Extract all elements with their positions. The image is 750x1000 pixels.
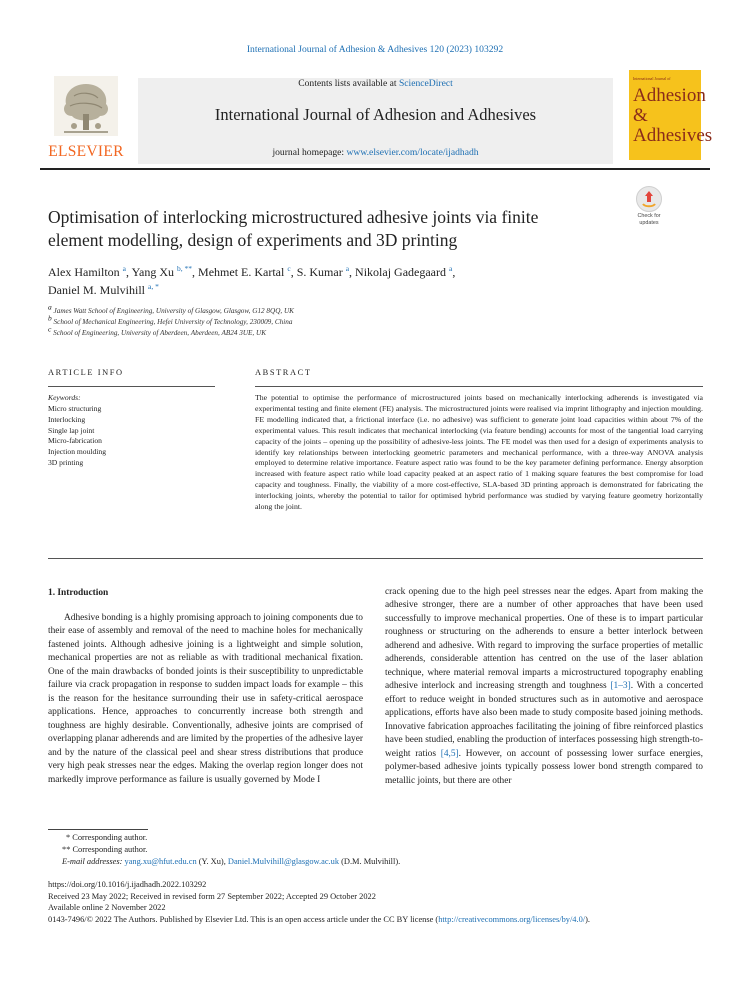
citation-link[interactable]: [4,5] xyxy=(440,748,459,759)
check-line1: Check for xyxy=(637,213,661,219)
article-title xyxy=(48,206,608,252)
keyword: Injection moulding xyxy=(48,447,106,457)
author-1[interactable]: Alex Hamilton $^a$ xyxy=(48,264,126,279)
author-list: Alex Hamilton $^a$, Yang Xu $^{b, **}$, Mehmet E. Kartal $^c$, S. Kumar $^a$, Nikolaj Gadegaard $^a$, Daniel M. Mulvihill $^{a, *}$ xyxy=(48,264,456,297)
email-link-mulvihill[interactable]: Daniel.Mulvihill@glasgow.ac.uk xyxy=(227,857,340,866)
received-dates: Received 23 May 2022; Received in revised form 27 September 2022; Accepted 29 October 2022 xyxy=(48,892,376,901)
corresponding-author-note-1: * Corresponding author. xyxy=(66,833,148,842)
keyword: Micro structuring xyxy=(48,404,102,413)
elsevier-logo xyxy=(40,74,132,164)
email-addresses: E-mail addresses: yang.xu@hfut.edu.cn (Y. Xu), Daniel.Mulvihill@glasgow.ac.uk (D.M. Mulvihill). xyxy=(62,857,401,866)
title-line2: element modelling, design of experiments and 3D printing xyxy=(48,230,458,250)
author-6[interactable]: Daniel M. Mulvihill $^{a, *}$ xyxy=(48,282,159,297)
cover-title xyxy=(633,85,713,146)
keywords-list xyxy=(48,404,106,469)
email-link-xu[interactable]: yang.xu@hfut.edu.cn xyxy=(124,857,197,866)
journal-reference[interactable]: International Journal of Adhesion & Adhesives 120 (2023) 103292 xyxy=(246,44,504,55)
license-line: 0143-7496/© 2022 The Authors. Published by Elsevier Ltd. This is an open access article under the CC BY license (http://creativecommons.org/licenses/by/4.0/). xyxy=(48,915,590,924)
section-heading-introduction: 1. Introduction xyxy=(48,588,109,598)
affiliation-b: b School of Mechanical Engineering, Hefei University of Technology, 230009, China xyxy=(48,313,293,326)
author-3[interactable]: Mehmet E. Kartal $^c$ xyxy=(198,264,291,279)
journal-masthead xyxy=(138,78,613,164)
corresponding-author-note-2: ** Corresponding author. xyxy=(62,845,148,854)
journal-title: International Journal of Adhesion and Adhesives xyxy=(214,105,537,124)
author-5[interactable]: Nikolaj Gadegaard $^a$ xyxy=(355,264,453,279)
header-rule xyxy=(40,168,710,170)
keyword: Interlocking xyxy=(48,414,86,424)
intro-right-column xyxy=(385,586,703,788)
homepage-line xyxy=(138,147,613,158)
license-link[interactable]: http://creativecommons.org/licenses/by/4.0/ xyxy=(438,915,586,924)
intro-left-column: Adhesive bonding is a highly promising approach to joining components due to their ease of assembly and removal of the need to machine holes for mechanically fastened joints. Although adhesive joining is a lightweight and simple solution, mechanical properties are not as reliable as with traditional mechanical fixation. One of the main drawbacks of bonded joints is their susceptibility to unpredictable failure via crack propagation in response to sudden impact loads for example – this is the reason for the hesitance surrounding their use in safety-critical aerospace applications. Hence, approaches to concurrently increase both strength and toughness are highly desirable. Conventionally, adhesive joints are comprised of overlapping planar adherends and are limited by the properties of the adhesive layer and by the nature of the classical peel and shear stress distributions that produce very high peak stresses near the edges. Making the overlap region longer does not markedly improve performance as failure is usually governed by Mode I xyxy=(48,613,363,785)
journal-cover[interactable] xyxy=(629,70,713,160)
affiliation-a: a James Watt School of Engineering, University of Glasgow, Glasgow, G12 8QQ, UK xyxy=(48,302,294,315)
keyword: Micro-fabrication xyxy=(48,436,102,446)
check-updates-icon xyxy=(636,186,662,212)
author-4[interactable]: S. Kumar $^a$ xyxy=(296,264,350,279)
elsevier-tree-icon xyxy=(54,76,118,136)
affiliation-c: c School of Engineering, University of Aberdeen, Aberdeen, AB24 3UE, UK xyxy=(48,324,266,337)
footnote-rule xyxy=(48,829,148,830)
abstract-heading: ABSTRACT xyxy=(255,368,312,377)
sciencedirect-link[interactable]: ScienceDirect xyxy=(398,78,453,89)
right-col-text-a: crack opening due to the high peel stresses near the edges. Apart from making the adhesive stronger, there are a number of other approaches that have been used successfully to improve mechanical properties. One of these is to impart particular roughness or structuring on the adherends to ensure a better interlock between adherend and adhesive. With regard to improving the surface properties of metallic adherends, considerable attention has centred on the use of the laser ablation technique, where material removal imparts a microstructured topography enabling adhesive interlock and increasing strength and toughness xyxy=(385,587,703,692)
email-label: E-mail addresses: xyxy=(62,857,125,866)
abstract-bottom-rule xyxy=(48,558,703,559)
doi-link[interactable]: https://doi.org/10.1016/j.ijadhadh.2022.103292 xyxy=(48,880,207,889)
check-line2: updates xyxy=(639,219,659,226)
citation-link[interactable]: [1–3] xyxy=(610,681,631,692)
contents-prefix: Contents lists available at xyxy=(298,78,399,89)
abstract-rule xyxy=(255,386,703,387)
article-info-rule xyxy=(48,386,215,387)
keywords-label: Keywords: xyxy=(48,393,81,402)
article-info-heading: ARTICLE INFO xyxy=(48,368,124,377)
abstract-body: The potential to optimise the performance of microstructured joints based on mechanically interlocking adherends is investigated via experimental testing and finite element (FE) analysis. The microstructured joints were realised via imprint lithography and injection moulding. FE modelling indicated that, a frictional interface (i.e. no adhesive) was sufficient to generate joint load capacities within about 7% of the experimental values. This result indicates that mechanical interlocking (via feature bending) accounts for most of the tangential load carrying capacity of the joints – opening up the possibility of adhesive-less joints. The FE model was then used for a design of experiments analysis to identify key relationships between interlocking geometric parameters and mechanical performance, with a three-way ANOVA analysis employed to determine relative importance. Feature aspect ratio was found to be the key parameter defining performance. Energy absorption increased with feature aspect ratio while load capacity peaked at an aspect ratio of 1 making square features the best compromise for load capacity and toughness. Finally, the viability of a more cost-effective, SLA-based 3D printing approach is demonstrated for fabricating the interlocking joints, whereby the potential to tailor for optimised hybrid performance was studied by varying feature geometry horizontally along the joint. xyxy=(255,393,703,512)
cover-title-line2: Adhesives xyxy=(633,125,713,146)
right-col-text-b: . With a concerted effort to reduce weight in bonded structures such as in automotive and aerospace applications, efforts have also been made to study composite based joining methods. Innovative fabrication approaches facilitating the joining of fibre reinforced plastics have been studied, enabling the production of interfaces possessing high strength-to-weight ratios xyxy=(385,681,704,759)
publisher-name: ELSEVIER xyxy=(48,143,124,160)
contents-line xyxy=(138,78,613,89)
title-line1: Optimisation of interlocking microstructured adhesive joints via finite xyxy=(48,207,539,227)
homepage-prefix: journal homepage: xyxy=(272,147,347,158)
check-updates-label xyxy=(629,213,669,226)
available-online: Available online 2 November 2022 xyxy=(48,903,166,912)
homepage-link[interactable]: www.elsevier.com/locate/ijadhadh xyxy=(346,147,479,158)
author-2[interactable]: Yang Xu $^{b, **}$ xyxy=(131,264,193,279)
cover-title-line1: Adhesion & xyxy=(633,85,706,126)
cover-small-text: International Journal of xyxy=(633,76,671,81)
check-for-updates-button[interactable] xyxy=(629,186,669,232)
keyword: Single lap joint xyxy=(48,425,95,435)
right-col-text-c: . However, on account of possessing lower surface energies, polymer-based adhesive joints typically possess lower bond strength compared to metallic joints, but there are other xyxy=(385,748,703,786)
keyword: 3D printing xyxy=(48,457,84,467)
